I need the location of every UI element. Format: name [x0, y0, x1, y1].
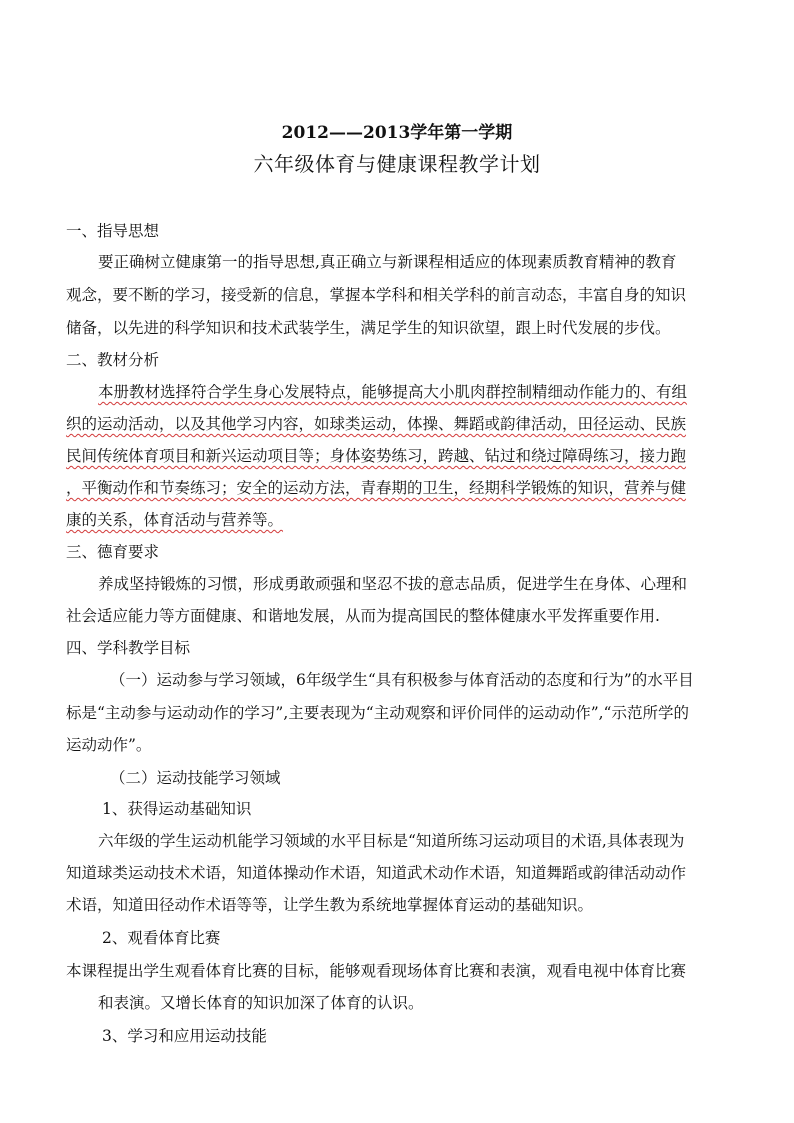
item-heading: 2、观看体育比赛: [102, 929, 221, 947]
paragraph-line: ，平衡动作和节奏练习；安全的运动方法，青春期的卫生，经期科学锻炼的知识，营养与健: [66, 479, 687, 497]
paragraph-line: 织的运动活动，以及其他学习内容，如球类运动，体操、舞蹈或韵律活动，田径运动、民族: [66, 415, 687, 433]
paragraph-line: 本课程提出学生观看体育比赛的目标，能够观看现场体育比赛和表演，观看电视中体育比赛: [66, 962, 687, 980]
section-heading-moral-requirements: 三、德育要求: [66, 543, 160, 561]
paragraph-line: 民间传统体育项目和新兴运动项目等；身体姿势练习，跨越、钻过和绕过障碍练习，接力跑: [66, 447, 687, 465]
subheading-motor-skills: （二）运动技能学习领域: [110, 769, 281, 787]
paragraph-line: 术语，知道田径动作术语等等，让学生教为系统地掌握体育运动的基础知识。: [66, 896, 594, 914]
semester-line: 2012——2013学年第一学期: [281, 123, 513, 143]
paragraph-line: 标是“主动参与运动动作的学习”,主要表现为“主动观察和评价同伴的运动动作”,“示范所学的: [66, 704, 689, 722]
paragraph-line: 本册教材选择符合学生身心发展特点，能够提高大小肌肉群控制精细动作能力的、有组: [98, 383, 688, 401]
paragraph-line: 知道球类运动技术术语，知道体操动作术语，知道武术动作术语，知道舞蹈或韵律活动动作: [66, 864, 687, 882]
section-heading-material-analysis: 二、教材分析: [66, 351, 160, 369]
paragraph-line: 社会适应能力等方面健康、和谐地发展，从而为提高国民的整体健康水平发挥重要作用.: [66, 607, 660, 625]
item-heading: 3、学习和应用运动技能: [102, 1027, 267, 1045]
paragraph-line: 六年级的学生运动机能学习领域的水平目标是“知道所练习运动项目的术语,具体表现为: [98, 832, 685, 850]
paragraph-line: （一）运动参与学习领域，6年级学生“具有积极参与体育活动的态度和行为”的水平目: [110, 671, 694, 689]
paragraph-line: 要正确树立健康第一的指导思想,真正确立与新课程相适应的体现素质教育精神的教育: [98, 253, 677, 271]
paragraph-line: 储备，以先进的科学知识和技术武装学生，满足学生的知识欲望，跟上时代发展的步伐。: [66, 319, 671, 337]
paragraph-line: 和表演。又增长体育的知识加深了体育的认识。: [98, 994, 424, 1012]
paragraph-line: 养成坚持锻炼的习惯，形成勇敢顽强和坚忍不拔的意志品质，促进学生在身体、心理和: [98, 575, 688, 593]
section-heading-teaching-goals: 四、学科教学目标: [66, 639, 191, 657]
item-heading: 1、获得运动基础知识: [102, 800, 252, 818]
paragraph-line: 观念，要不断的学习，接受新的信息，掌握本学科和相关学科的前言动态，丰富自身的知识: [66, 286, 687, 304]
paragraph-line: 运动动作”。: [66, 736, 152, 754]
document-title: 六年级体育与健康课程教学计划: [253, 152, 541, 176]
section-heading-guiding-ideology: 一、指导思想: [66, 222, 160, 240]
paragraph-line: 康的关系，体育活动与营养等。: [66, 511, 284, 529]
